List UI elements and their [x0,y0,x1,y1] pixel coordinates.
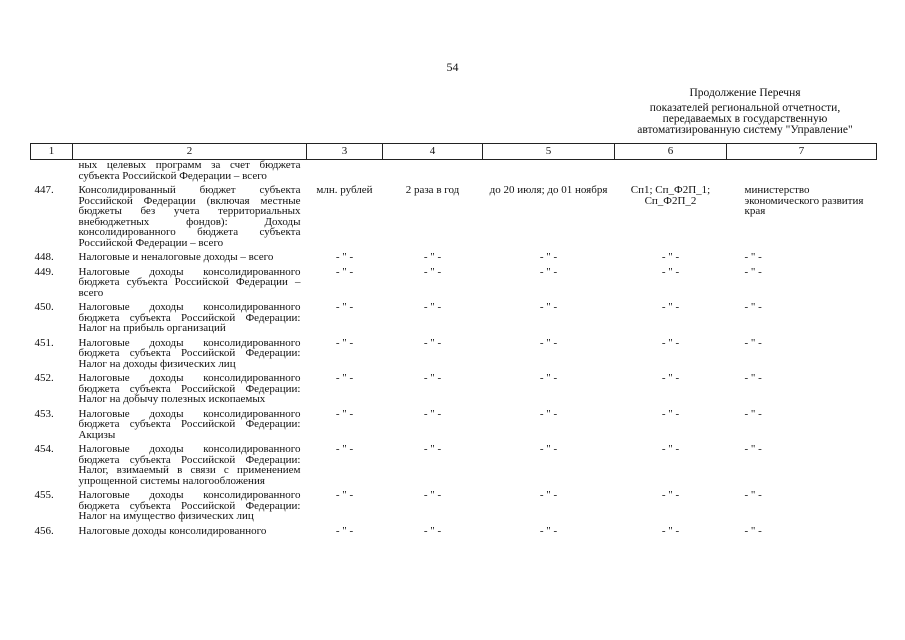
form-cell: - " - [661,265,680,278]
table-row [31,490,877,522]
responsible-org-cell: - " - [744,443,762,455]
responsible-org-cell: - " - [744,489,762,501]
frequency-cell: - " - [423,443,442,455]
unit-cell: - " - [335,251,354,263]
table-row [31,185,877,248]
deadline-cell: - " - [539,489,558,501]
continuation-text: ных целевых программ за счет бюджета субъекта Российской Федерации – всего [78,159,301,182]
table-row [31,338,877,370]
frequency-cell: 2 раза в год [405,184,460,196]
responsible-org-cell: - " - [744,407,762,420]
form-cell: Сп1; Сп_Ф2П_1; Сп_Ф2П_2 [630,184,711,207]
page-number: 54 [446,60,459,74]
responsible-org-cell: - " - [744,301,762,313]
row-number: 453. [34,407,54,420]
responsible-org-cell: - " - [744,265,762,278]
row-number: 452. [34,372,54,384]
responsible-org-cell: министерство экономического развития края [744,184,864,217]
responsible-org-cell: - " - [744,372,762,384]
unit-cell: - " - [335,443,354,455]
form-cell: - " - [661,372,680,384]
column-header: 7 [727,144,877,160]
unit-cell: - " - [335,301,354,313]
indicator-name: Налоговые доходы консолидированного [78,524,267,537]
indicator-name: Налоговые доходы консолидированного бюджета субъекта Российской Федерации – всего [78,265,301,299]
table-row [31,373,877,405]
deadline-cell: - " - [539,251,558,263]
table-row [31,302,877,334]
deadline-cell: - " - [539,265,558,278]
frequency-cell: - " - [423,265,442,278]
column-header: 3 [307,144,383,160]
unit-cell: - " - [335,265,354,278]
unit-cell: - " - [335,489,354,501]
column-header: 4 [383,144,483,160]
unit-cell: - " - [335,372,354,384]
form-cell: - " - [661,407,680,420]
frequency-cell: - " - [423,251,442,263]
deadline-cell: - " - [539,407,558,420]
unit-cell: - " - [335,524,354,537]
column-numbers-row [31,144,877,160]
form-cell: - " - [661,524,680,537]
unit-cell: - " - [335,336,354,349]
deadline-cell: - " - [539,372,558,384]
row-number: 449. [34,265,54,278]
deadline-cell: - " - [539,336,558,349]
column-header: 2 [73,144,307,160]
form-cell: - " - [661,336,680,349]
frequency-cell: - " - [423,301,442,313]
deadline-cell: до 20 июля; до 01 ноября [489,184,608,196]
form-cell: - " - [661,301,680,313]
column-header: 6 [615,144,727,160]
indicator-name: Налоговые доходы консолидированного бюджета субъекта Российской Федерации: Налог на доходы физических лиц [78,336,301,370]
row-number: 447. [34,184,54,196]
indicator-name: Налоговые доходы консолидированного бюджета субъекта Российской Федерации: Налог, взимаемый в связи с применением упрощенной системы налогообложения [78,443,301,487]
form-cell: - " - [661,489,680,501]
continuation-row [31,160,877,182]
column-header: 1 [31,144,73,160]
row-number: 451. [34,336,54,349]
table-row [31,526,877,537]
heading-subtitle: показателей региональной отчетности, передаваемых в государственную автоматизированную систему "Управление" [637,102,853,136]
heading-title: Продолжение Перечня [689,87,801,99]
responsible-org-cell: - " - [744,524,762,537]
table-row [31,409,877,441]
frequency-cell: - " - [423,336,442,349]
indicator-name: Консолидированный бюджет субъекта Российской Федерации (включая местные бюджеты без учета территориальных внебюджетных фондов): Доходы консолидированного бюджета субъекта Российской Федерации – всего [78,184,301,249]
row-number: 448. [34,251,54,263]
deadline-cell: - " - [539,301,558,313]
indicator-name: Налоговые доходы консолидированного бюджета субъекта Российской Федерации: Налог на добычу полезных ископаемых [78,372,301,405]
frequency-cell: - " - [423,407,442,420]
responsible-org-cell: - " - [744,336,762,349]
indicator-name: Налоговые и неналоговые доходы – всего [78,251,274,263]
form-cell: - " - [661,443,680,455]
indicator-name: Налоговые доходы консолидированного бюджета субъекта Российской Федерации: Акцизы [78,407,301,441]
unit-cell: млн. рублей [316,184,373,196]
row-number: 455. [34,489,54,501]
responsible-org-cell: - " - [744,251,762,263]
document-heading [625,88,865,136]
row-number: 450. [34,301,54,313]
frequency-cell: - " - [423,372,442,384]
table-row [31,252,877,263]
frequency-cell: - " - [423,524,442,537]
table-row [31,267,877,299]
frequency-cell: - " - [423,489,442,501]
deadline-cell: - " - [539,524,558,537]
column-header: 5 [483,144,615,160]
deadline-cell: - " - [539,443,558,455]
indicator-name: Налоговые доходы консолидированного бюджета субъекта Российской Федерации: Налог на имущество физических лиц [78,489,301,522]
unit-cell: - " - [335,407,354,420]
row-number: 456. [34,524,54,537]
indicator-table [30,143,877,536]
form-cell: - " - [661,251,680,263]
table-row [31,444,877,486]
row-number: 454. [34,443,54,455]
indicator-name: Налоговые доходы консолидированного бюджета субъекта Российской Федерации: Налог на прибыль организаций [78,301,301,334]
